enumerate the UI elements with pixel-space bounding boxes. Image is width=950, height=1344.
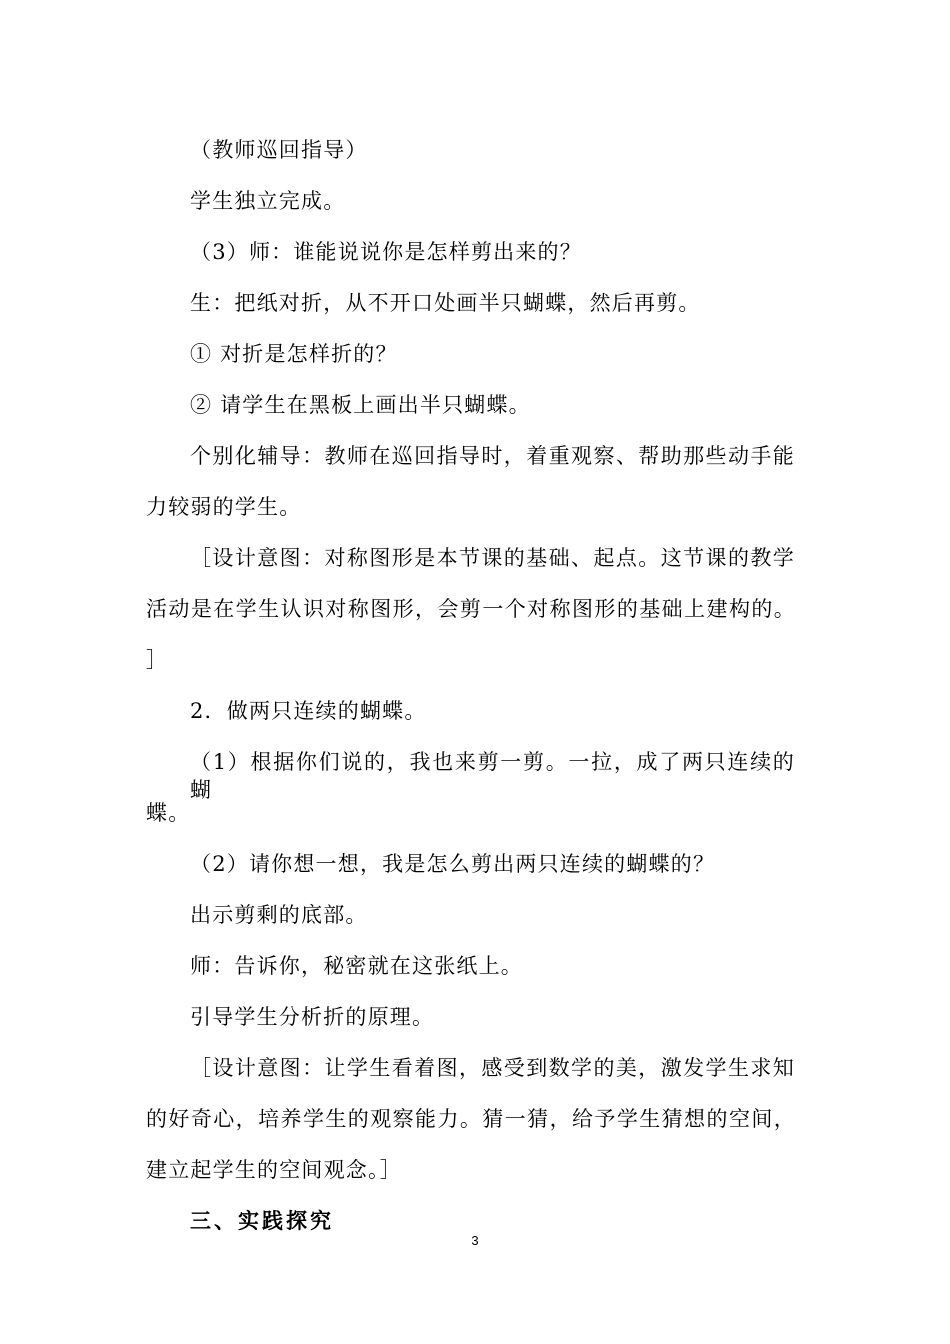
design-intent-1-line-2: 活动是在学生认识对称图形，会剪一个对称图形的基础上建构的。 xyxy=(146,597,796,621)
paragraph-question-3: （3）师：谁能说说你是怎样剪出来的？ xyxy=(190,240,582,264)
design-intent-2-line-2: 的好奇心，培养学生的观察能力。猜一猜，给予学生猜想的空间， xyxy=(146,1107,796,1131)
paragraph-analyze-folding: 引导学生分析折的原理。 xyxy=(190,1005,435,1029)
paragraph-cut-line-2: 蝶。 xyxy=(146,801,191,825)
design-intent-2-line-3: 建立起学生的空间观念。］ xyxy=(146,1158,402,1182)
section-heading-practice: 三、实践探究 xyxy=(190,1209,334,1233)
design-intent-2-line-1: ［设计意图：让学生看着图，感受到数学的美，激发学生求知 xyxy=(190,1056,795,1080)
design-intent-1-line-1: ［设计意图：对称图形是本节课的基础、起点。这节课的教学 xyxy=(190,546,795,570)
page-number: 3 xyxy=(471,1233,479,1248)
paragraph-teacher-secret: 师：告诉你，秘密就在这张纸上。 xyxy=(190,954,523,978)
design-intent-1-line-3: ］ xyxy=(146,648,169,672)
list-item-draw-half-butterfly: ② 请学生在黑板上画出半只蝴蝶。 xyxy=(190,393,531,417)
paragraph-student-answer: 生：把纸对折，从不开口处画半只蝴蝶，然后再剪。 xyxy=(190,291,701,315)
paragraph-individual-tutoring-line-1: 个别化辅导：教师在巡回指导时，着重观察、帮助那些动手能 xyxy=(190,444,795,468)
paragraph-students-complete: 学生独立完成。 xyxy=(190,189,346,213)
paragraph-cut-line-1: （1）根据你们说的，我也来剪一剪。一拉，成了两只连续的蝴 xyxy=(190,750,795,802)
paragraph-individual-tutoring-line-2: 力较弱的学生。 xyxy=(146,495,302,519)
paragraph-show-bottom: 出示剪剩的底部。 xyxy=(190,903,368,927)
paragraph-question-2: （2）请你想一想，我是怎么剪出两只连续的蝴蝶的？ xyxy=(190,852,716,876)
list-item-fold-question: ① 对折是怎样折的？ xyxy=(190,342,398,366)
paragraph-teacher-guidance: （教师巡回指导） xyxy=(190,138,368,162)
section-item-2-title: 2．做两只连续的蝴蝶。 xyxy=(190,699,427,723)
